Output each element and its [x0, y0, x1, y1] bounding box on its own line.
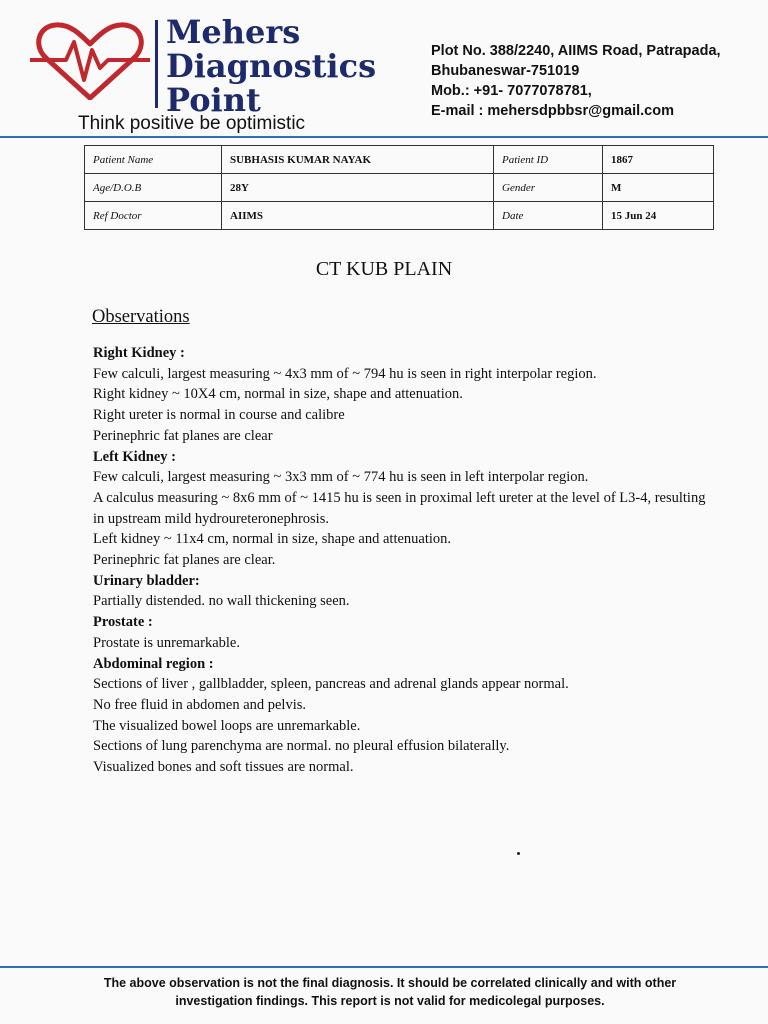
footer — [0, 966, 768, 1024]
address-line-2: Bhubaneswar-751019 — [431, 63, 580, 79]
header-divider — [0, 136, 768, 138]
email-address: E-mail : mehersdpbbsr@gmail.com — [431, 103, 674, 119]
ref-doctor-value: AIIMS — [222, 202, 494, 230]
contact-block — [431, 41, 721, 121]
finding-line: Few calculi, largest measuring ~ 4x3 mm of ~ 794 hu is seen in right interpolar region. — [93, 365, 597, 382]
finding-line: Perinephric fat planes are clear — [93, 427, 273, 444]
finding-line: Left kidney ~ 11x4 cm, normal in size, shape and attenuation. — [93, 531, 452, 548]
observations-heading: Observations — [92, 307, 190, 327]
address-line-1: Plot No. 388/2240, AIIMS Road, Patrapada, — [431, 43, 721, 59]
finding-line: Right ureter is normal in course and calibre — [93, 407, 345, 424]
footer-divider — [0, 966, 768, 968]
logo-divider — [155, 20, 158, 108]
finding-line: No free fluid in abdomen and pelvis. — [93, 696, 307, 713]
table-row — [85, 174, 714, 202]
finding-line: Sections of lung parenchyma are normal. no pleural effusion bilaterally. — [93, 738, 510, 755]
age-label: Age/D.O.B — [85, 174, 222, 202]
finding-line: Perinephric fat planes are clear. — [93, 552, 276, 569]
finding-line: A calculus measuring ~ 8x6 mm of ~ 1415 hu is seen in proximal left ureter at the level of L3-4, resulting in upstream mild hydroureteronephrosis. — [93, 489, 706, 527]
finding-line: Sections of liver , gallbladder, spleen, pancreas and adrenal glands appear normal. — [93, 676, 569, 693]
stray-mark — [517, 852, 520, 855]
section-heading-urinary-bladder: Urinary bladder: — [93, 572, 200, 589]
finding-line: Right kidney ~ 10X4 cm, normal in size, shape and attenuation. — [93, 386, 463, 403]
gender-label: Gender — [494, 174, 603, 202]
patient-info-table — [84, 145, 714, 230]
observations-body — [93, 343, 713, 778]
heart-pulse-logo-icon — [28, 20, 152, 100]
disclaimer-line-1: The above observation is not the final diagnosis. It should be correlated clinically and with other — [103, 976, 677, 990]
age-value: 28Y — [222, 174, 494, 202]
finding-line: Partially distended. no wall thickening seen. — [93, 593, 350, 610]
patient-id-value: 1867 — [603, 146, 714, 174]
report-title: CT KUB PLAIN — [315, 258, 453, 280]
section-heading-left-kidney: Left Kidney : — [93, 448, 176, 465]
date-value: 15 Jun 24 — [603, 202, 714, 230]
date-label: Date — [494, 202, 603, 230]
disclaimer-line-2: investigation findings. This report is not valid for medicolegal purposes. — [175, 994, 605, 1008]
ref-doctor-label: Ref Doctor — [85, 202, 222, 230]
finding-line: The visualized bowel loops are unremarkable. — [93, 717, 361, 734]
gender-value: M — [603, 174, 714, 202]
disclaimer — [60, 974, 720, 1010]
brand-name-line-1: Mehers — [166, 13, 301, 51]
brand-name-line-3: Point — [166, 81, 261, 119]
patient-name-label: Patient Name — [85, 146, 222, 174]
tagline: Think positive be optimistic — [78, 113, 306, 134]
mobile-number: Mob.: +91- 7077078781, — [431, 83, 592, 99]
section-heading-prostate: Prostate : — [93, 614, 153, 631]
section-heading-right-kidney: Right Kidney : — [93, 345, 185, 361]
section-heading-abdominal-region: Abdominal region : — [93, 655, 214, 672]
finding-line: Few calculi, largest measuring ~ 3x3 mm of ~ 774 hu is seen in left interpolar region. — [93, 469, 589, 486]
patient-name-value: SUBHASIS KUMAR NAYAK — [222, 146, 494, 174]
table-row — [85, 146, 714, 174]
finding-line: Visualized bones and soft tissues are normal. — [93, 759, 354, 776]
table-row — [85, 202, 714, 230]
finding-line: Prostate is unremarkable. — [93, 634, 240, 651]
patient-id-label: Patient ID — [494, 146, 603, 174]
brand-name-line-2: Diagnostics — [166, 47, 377, 85]
